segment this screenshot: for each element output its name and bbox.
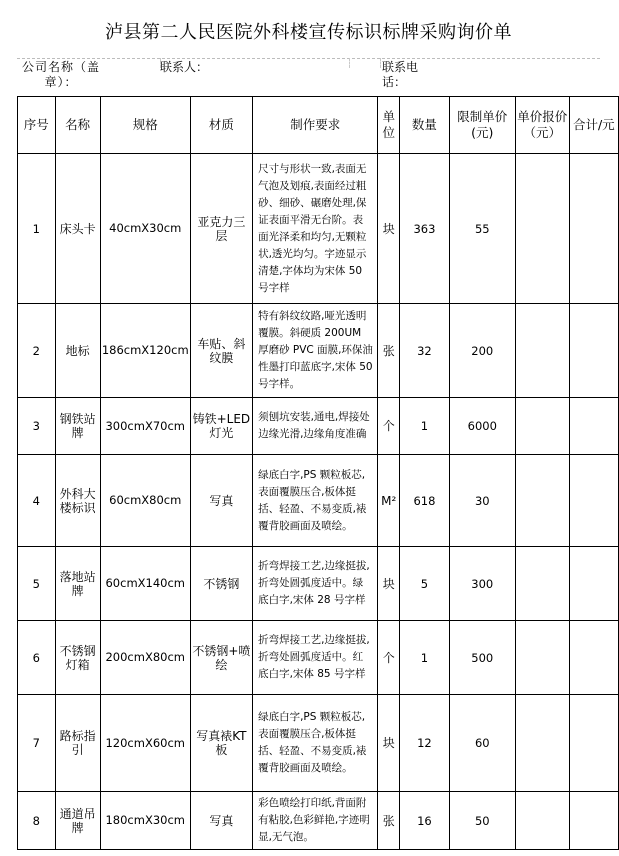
cell-requirements: 绿底白字,PS 颗粒板芯,表面覆膜压合,板体挺括、轻盈、不易变质,裱覆背胶画面及喷绘。	[253, 455, 378, 547]
header-cell: 数量	[400, 97, 449, 154]
cell-spec: 186cmX120cm	[100, 304, 190, 398]
cell-requirements: 绿底白字,PS 颗粒板芯,表面覆膜压合,板体挺括、轻盈、不易变质,裱覆背胶画面及喷绘。	[253, 695, 378, 792]
header-row	[18, 97, 619, 154]
cell-quote-price[interactable]	[515, 621, 569, 695]
document-title: 泸县第二人民医院外科楼宣传标识标牌采购询价单	[105, 22, 512, 43]
cell-requirements: 彩色喷绘打印纸,背面附有粘胶,色彩鲜艳,字迹明显,无气泡。	[253, 792, 378, 850]
table-row	[18, 547, 619, 621]
quotation-table	[17, 96, 619, 850]
header-cell: 单价报价（元）	[515, 97, 569, 154]
cell-material: 写真	[190, 455, 252, 547]
cell-quantity: 32	[400, 304, 449, 398]
header-cell: 规格	[100, 97, 190, 154]
cell-unit: 块	[378, 547, 400, 621]
cell-quantity: 12	[400, 695, 449, 792]
cell-requirements: 特有斜纹纹路,哑光透明覆膜。斜硬质 200UM 厚磨砂 PVC 面膜,环保油性墨打印蓝底字,宋体 50 号字样。	[253, 304, 378, 398]
cell-quantity: 16	[400, 792, 449, 850]
cell-no: 7	[18, 695, 56, 792]
cell-quantity: 1	[400, 398, 449, 455]
cell-material: 写真	[190, 792, 252, 850]
cell-no: 6	[18, 621, 56, 695]
cell-limit-price: 60	[449, 695, 515, 792]
cell-name: 通道吊牌	[55, 792, 100, 850]
cell-no: 5	[18, 547, 56, 621]
cell-requirements: 尺寸与形状一致,表面无气泡及划痕,表面经过粗砂、细砂、碾磨处理,保证表面平滑无台阶。表面光泽柔和均匀,无颗粒状,透光均匀。字迹显示清楚,字体均为宋体 50 号字样	[253, 154, 378, 304]
cell-requirements: 折弯焊接工艺,边缘挺拔,折弯处圆弧度适中。红底白字,宋体 85 号字样	[253, 621, 378, 695]
cell-total[interactable]	[569, 398, 618, 455]
cell-name: 路标指引	[55, 695, 100, 792]
cell-no: 3	[18, 398, 56, 455]
cell-quote-price[interactable]	[515, 695, 569, 792]
cell-material: 车贴、斜纹膜	[190, 304, 252, 398]
cell-quote-price[interactable]	[515, 398, 569, 455]
header-cell: 序号	[18, 97, 56, 154]
cell-limit-price: 30	[449, 455, 515, 547]
cell-material: 铸铁+LED 灯光	[190, 398, 252, 455]
cell-unit: 块	[378, 154, 400, 304]
cell-total[interactable]	[569, 695, 618, 792]
page-guide-line	[17, 58, 600, 59]
contact-person-label: 联系人：	[160, 60, 209, 74]
cell-requirements: 须刨坑安装,通电,焊接处边缘光滑,边缘角度准确	[253, 398, 378, 455]
cell-quantity: 1	[400, 621, 449, 695]
column-guide	[380, 58, 381, 68]
cell-name: 不锈钢灯箱	[55, 621, 100, 695]
cell-unit: M²	[378, 455, 400, 547]
cell-spec: 40cmX30cm	[100, 154, 190, 304]
table-row	[18, 695, 619, 792]
table-row	[18, 304, 619, 398]
cell-name: 地标	[55, 304, 100, 398]
cell-total[interactable]	[569, 621, 618, 695]
header-cell: 制作要求	[253, 97, 378, 154]
cell-no: 2	[18, 304, 56, 398]
cell-quote-price[interactable]	[515, 547, 569, 621]
cell-spec: 60cmX140cm	[100, 547, 190, 621]
header-cell: 材质	[190, 97, 252, 154]
table-row	[18, 455, 619, 547]
cell-quantity: 363	[400, 154, 449, 304]
cell-unit: 个	[378, 398, 400, 455]
cell-quote-price[interactable]	[515, 154, 569, 304]
cell-unit: 张	[378, 792, 400, 850]
cell-spec: 120cmX60cm	[100, 695, 190, 792]
cell-limit-price: 55	[449, 154, 515, 304]
column-guide	[349, 58, 350, 68]
header-cell: 限制单价(元)	[449, 97, 515, 154]
cell-material: 不锈钢+喷绘	[190, 621, 252, 695]
cell-requirements: 折弯焊接工艺,边缘挺拔,折弯处圆弧度适中。绿底白字,宋体 28 号字样	[253, 547, 378, 621]
table-row	[18, 154, 619, 304]
cell-name: 外科大楼标识	[55, 455, 100, 547]
cell-quantity: 618	[400, 455, 449, 547]
cell-total[interactable]	[569, 154, 618, 304]
cell-name: 钢铁站牌	[55, 398, 100, 455]
table-row	[18, 398, 619, 455]
cell-limit-price: 500	[449, 621, 515, 695]
cell-limit-price: 6000	[449, 398, 515, 455]
cell-unit: 张	[378, 304, 400, 398]
cell-material: 写真裱KT 板	[190, 695, 252, 792]
cell-total[interactable]	[569, 547, 618, 621]
cell-material: 不锈钢	[190, 547, 252, 621]
cell-spec: 300cmX70cm	[100, 398, 190, 455]
table-row	[18, 792, 619, 850]
cell-limit-price: 50	[449, 792, 515, 850]
cell-total[interactable]	[569, 304, 618, 398]
cell-no: 8	[18, 792, 56, 850]
cell-quote-price[interactable]	[515, 304, 569, 398]
header-cell: 合计/元	[569, 97, 618, 154]
cell-material: 亚克力三层	[190, 154, 252, 304]
cell-spec: 60cmX80cm	[100, 455, 190, 547]
cell-spec: 180cmX30cm	[100, 792, 190, 850]
cell-quantity: 5	[400, 547, 449, 621]
cell-limit-price: 200	[449, 304, 515, 398]
cell-no: 1	[18, 154, 56, 304]
cell-spec: 200cmX80cm	[100, 621, 190, 695]
cell-limit-price: 300	[449, 547, 515, 621]
cell-total[interactable]	[569, 792, 618, 850]
cell-total[interactable]	[569, 455, 618, 547]
cell-name: 落地站牌	[55, 547, 100, 621]
company-name-label: 公司名称（盖章）：	[21, 60, 100, 89]
cell-quote-price[interactable]	[515, 455, 569, 547]
cell-quote-price[interactable]	[515, 792, 569, 850]
contact-phone-label: 联系电话：	[382, 60, 419, 89]
header-cell: 名称	[55, 97, 100, 154]
cell-name: 床头卡	[55, 154, 100, 304]
cell-no: 4	[18, 455, 56, 547]
table-row	[18, 621, 619, 695]
cell-unit: 块	[378, 695, 400, 792]
header-cell: 单位	[378, 97, 400, 154]
cell-unit: 个	[378, 621, 400, 695]
